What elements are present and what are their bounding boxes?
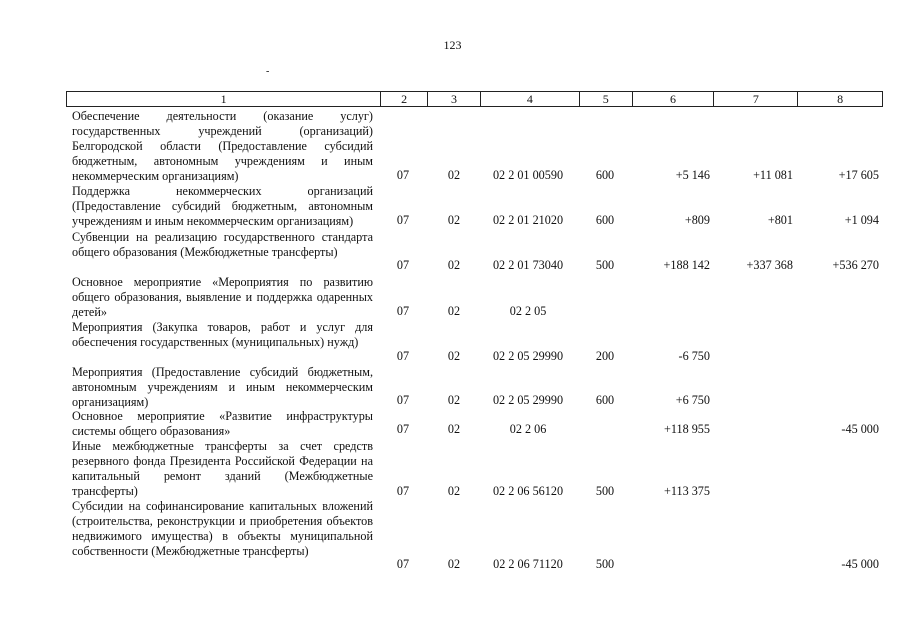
table-header [66, 91, 883, 107]
row-target-code: 02 2 05 29990 [492, 393, 564, 407]
row-description: Поддержка некоммерческих организаций (Предоставление субсидий бюджетным, автономным учреждениям и иным некоммерческим организациям) [72, 184, 373, 229]
row-section: 07 [396, 213, 410, 227]
row-amount-col6: +5 146 [675, 168, 710, 182]
row-amount-col6: -6 750 [678, 349, 710, 363]
row-section: 07 [396, 557, 410, 571]
row-expense-type: 500 [595, 484, 615, 498]
row-amount-col8: +536 270 [832, 258, 879, 272]
row-subsection: 02 [447, 168, 461, 182]
row-subsection: 02 [447, 484, 461, 498]
header-col-2: 2 [380, 92, 427, 106]
page-number: 123 [443, 38, 462, 52]
row-amount-col6: +6 750 [675, 393, 710, 407]
row-description: Субвенции на реализацию государственного стандарта общего образования (Межбюджетные трансферты) [72, 230, 373, 260]
row-target-code: 02 2 06 [509, 422, 547, 436]
row-target-code: 02 2 06 71120 [493, 557, 563, 571]
row-expense-type: 600 [595, 168, 615, 182]
row-description: Основное мероприятие «Развитие инфраструктуры системы общего образования» [72, 409, 373, 439]
row-expense-type: 600 [595, 213, 615, 227]
row-subsection: 02 [447, 304, 461, 318]
row-section: 07 [396, 349, 410, 363]
stray-mark: - [266, 66, 270, 77]
row-amount-col6: +118 955 [663, 422, 710, 436]
row-expense-type: 200 [595, 349, 615, 363]
row-subsection: 02 [447, 258, 461, 272]
row-amount-col6: +809 [684, 213, 710, 227]
row-subsection: 02 [447, 557, 461, 571]
row-description: Иные межбюджетные трансферты за счет средств резервного фонда Президента Российской Федерации на капитальный ремонт зданий (Межбюджетные трансферты) [72, 439, 373, 499]
row-amount-col8: +17 605 [838, 168, 879, 182]
row-amount-col7: +337 368 [746, 258, 793, 272]
row-amount-col6: +113 375 [663, 484, 710, 498]
header-col-4: 4 [480, 92, 579, 106]
row-amount-col8: -45 000 [841, 422, 879, 436]
row-subsection: 02 [447, 213, 461, 227]
row-section: 07 [396, 304, 410, 318]
row-subsection: 02 [447, 349, 461, 363]
header-col-8: 8 [797, 92, 882, 106]
row-target-code: 02 2 06 56120 [492, 484, 564, 498]
row-description: Мероприятия (Закупка товаров, работ и услуг для обеспечения государственных (муниципальных) нужд) [72, 320, 373, 350]
row-section: 07 [396, 258, 410, 272]
row-description: Мероприятия (Предоставление субсидий бюджетным, автономным учреждениям и иным некоммерческим организациям) [72, 365, 373, 410]
row-amount-col8: +1 094 [844, 213, 879, 227]
row-expense-type: 500 [595, 557, 615, 571]
row-section: 07 [396, 168, 410, 182]
row-expense-type: 600 [595, 393, 615, 407]
row-target-code: 02 2 05 [509, 304, 547, 318]
header-col-5: 5 [579, 92, 632, 106]
row-target-code: 02 2 01 73040 [492, 258, 564, 272]
row-amount-col7: +11 081 [753, 168, 793, 182]
row-subsection: 02 [447, 393, 461, 407]
header-col-3: 3 [427, 92, 480, 106]
row-amount-col7: +801 [767, 213, 793, 227]
row-section: 07 [396, 393, 410, 407]
row-subsection: 02 [447, 422, 461, 436]
row-description: Обеспечение деятельности (оказание услуг) государственных учреждений (организаций) Белгородской области (Предоставление субсидий бюджетным, автономным учреждениям и иным некоммерческим организациям) [72, 109, 373, 184]
row-target-code: 02 2 01 00590 [492, 168, 564, 182]
row-section: 07 [396, 422, 410, 436]
row-section: 07 [396, 484, 410, 498]
row-amount-col6: +188 142 [663, 258, 710, 272]
header-col-1: 1 [220, 92, 227, 106]
row-amount-col8: -45 000 [841, 557, 879, 571]
row-expense-type: 500 [595, 258, 615, 272]
row-target-code: 02 2 05 29990 [492, 349, 564, 363]
header-col-7: 7 [713, 92, 797, 106]
row-target-code: 02 2 01 21020 [492, 213, 564, 227]
row-description: Основное мероприятие «Мероприятия по развитию общего образования, выявление и поддержка одаренных детей» [72, 275, 373, 320]
row-description: Субсидии на софинансирование капитальных вложений (строительства, реконструкции и приобретения объектов недвижимого имущества) в объекты муниципальной собственности (Межбюджетные трансферты) [72, 499, 373, 559]
header-col-6: 6 [632, 92, 714, 106]
